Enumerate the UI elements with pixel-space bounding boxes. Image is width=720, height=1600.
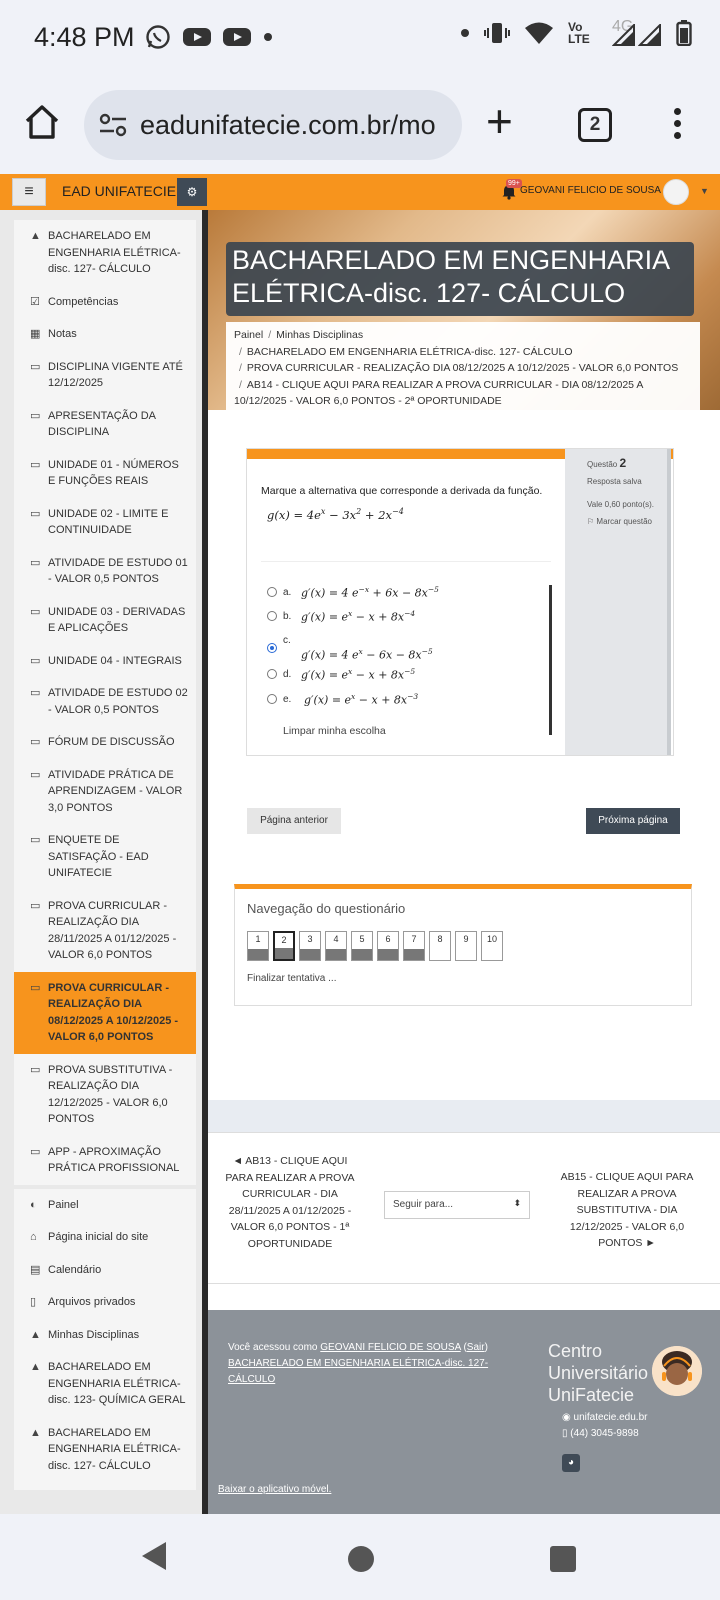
- folder-icon: ▭: [30, 736, 41, 748]
- site-brand[interactable]: EAD UNIFATECIE: [62, 183, 177, 199]
- folder-icon: ▭: [30, 1145, 41, 1158]
- folder-icon: ▭: [30, 360, 41, 373]
- sidebar-item[interactable]: [14, 286, 196, 319]
- breadcrumb-item[interactable]: Minhas Disciplinas: [276, 329, 364, 341]
- site-navbar: [0, 174, 720, 210]
- sidebar-item[interactable]: [14, 1286, 196, 1319]
- sidebar-item[interactable]: [14, 677, 196, 726]
- sidebar-item[interactable]: [14, 1351, 196, 1417]
- quiz-page-button[interactable]: 6: [377, 931, 399, 961]
- breadcrumb-item[interactable]: PROVA CURRICULAR - REALIZAÇÃO DIA 08/12/2025 A 10/12/2025 - VALOR 6,0 PONTOS: [246, 362, 679, 374]
- vibrate-icon: [484, 21, 510, 45]
- jump-to-select[interactable]: Seguir para... ⬍: [384, 1191, 530, 1219]
- sidebar-item[interactable]: [14, 547, 196, 596]
- answer-option-c[interactable]: c. g′(x) = 4 $e^x - 6x - 8x^{-5}$: [267, 635, 433, 662]
- breadcrumb-item[interactable]: BACHARELADO EM ENGENHARIA ELÉTRICA-disc. 127- CÁLCULO: [246, 345, 573, 358]
- sidebar-item[interactable]: [14, 972, 196, 1054]
- battery-icon: [676, 20, 692, 46]
- quiz-page-buttons: [247, 931, 503, 961]
- home-icon: ⌂: [30, 1231, 37, 1243]
- clock: 4:48 PM: [34, 22, 135, 52]
- sidebar-item-label: APRESENTAÇÃO DA DISCIPLINA: [48, 409, 156, 438]
- sidebar-item[interactable]: [14, 596, 196, 645]
- sidebar-item-label: UNIDADE 03 - DERIVADAS E APLICAÇÕES: [48, 605, 186, 634]
- home-button[interactable]: [348, 1546, 374, 1572]
- quiz-page-button[interactable]: 2: [273, 931, 295, 961]
- sidebar-item-label: ENQUETE DE SATISFAÇÃO - EAD UNIFATECIE: [48, 834, 149, 879]
- previous-page-button[interactable]: Página anterior: [247, 808, 341, 834]
- sidebar-item[interactable]: [14, 1254, 196, 1287]
- sidebar-item-label: APP - APROXIMAÇÃO PRÁTICA PROFISSIONAL: [48, 1145, 180, 1174]
- finish-attempt-link[interactable]: Finalizar tentativa ...: [247, 973, 337, 984]
- cogs-icon[interactable]: ⚙: [177, 178, 207, 206]
- radio-button-selected[interactable]: [267, 643, 277, 653]
- folder-icon: ▭: [30, 834, 41, 846]
- select-arrows-icon: ⬍: [513, 1198, 521, 1208]
- radio-button[interactable]: [267, 669, 277, 679]
- folder-icon: ▭: [30, 768, 41, 781]
- previous-activity-link[interactable]: ◄ AB13 - CLIQUE AQUI PARA REALIZAR A PROVA CURRICULAR - DIA 28/11/2025 A 01/12/2025 - VALOR 6,0 PONTOS - 1ª OPORTUNIDADE: [225, 1155, 355, 1250]
- wifi-icon: [524, 21, 554, 45]
- breadcrumb: Painel / Minhas Disciplinas / BACHARELADO EM ENGENHARIA ELÉTRICA-disc. 127- CÁLCULO / PROVA CURRICULAR - REALIZAÇÃO DIA 08/12/2025 A 10/12/2025 - VALOR 6,0 PONTOS / AB14 - CLIQUE AQUI PARA REALIZAR A PROVA CURRICULAR - DIA 08/12/2025 A 10/12/2025 - VALOR 6,0 PONTOS - 2ª OPORTUNIDADE: [226, 322, 700, 415]
- url-text[interactable]: eadunifatecie.com.br/mo: [140, 109, 436, 140]
- chat-assistant-avatar[interactable]: [652, 1346, 702, 1396]
- sidebar-item-label: PROVA CURRICULAR - REALIZAÇÃO DIA 08/12/2025 A 10/12/2025 - VALOR 6,0 PONTOS: [48, 981, 179, 1043]
- flag-icon: ⚐: [587, 517, 595, 526]
- avatar[interactable]: [663, 179, 689, 205]
- quiz-page-button[interactable]: 4: [325, 931, 347, 961]
- quiz-page-button[interactable]: 5: [351, 931, 373, 961]
- quiz-page-button[interactable]: 3: [299, 931, 321, 961]
- scrollbar[interactable]: [549, 585, 552, 735]
- sidebar-item-label: ATIVIDADE DE ESTUDO 01 - VALOR 0,5 PONTOS: [48, 556, 188, 585]
- sidebar-item[interactable]: [14, 318, 196, 351]
- sidebar-item[interactable]: [14, 824, 196, 890]
- flag-question[interactable]: ⚐ Marcar questão: [587, 517, 652, 526]
- android-navigation-bar: [0, 1514, 720, 1600]
- question-number: 2: [619, 456, 627, 470]
- folder-icon: ▭: [30, 458, 41, 471]
- table-icon: ▦: [30, 328, 41, 340]
- sidebar-item[interactable]: [14, 498, 196, 547]
- sidebar-item-label: Minhas Disciplinas: [48, 1328, 140, 1341]
- status-bar: [0, 0, 720, 78]
- quiz-page-button[interactable]: 10: [481, 931, 503, 961]
- signal-icon: [612, 24, 636, 46]
- site-nav-block: [14, 1185, 196, 1491]
- quiz-page-button[interactable]: 1: [247, 931, 269, 961]
- question-grade: Vale 0,60 ponto(s).: [587, 500, 655, 509]
- sidebar-item-label: PROVA SUBSTITUTIVA - REALIZAÇÃO DIA 12/12/2025 - VALOR 6,0 PONTOS: [48, 1063, 173, 1125]
- sidebar-item[interactable]: [14, 1319, 196, 1352]
- quiz-page-button[interactable]: 7: [403, 931, 425, 961]
- sidebar-item[interactable]: [14, 759, 196, 825]
- checkbox-icon: ☑: [30, 295, 40, 308]
- graduation-cap-icon: ▲: [30, 1426, 41, 1439]
- sidebar-item[interactable]: [14, 1136, 196, 1185]
- globe-icon[interactable]: ◕: [562, 1454, 580, 1472]
- sidebar-item-label: ATIVIDADE DE ESTUDO 02 - VALOR 0,5 PONTOS: [48, 687, 188, 716]
- back-icon[interactable]: [140, 1540, 168, 1572]
- tab-switcher-button[interactable]: 2: [578, 108, 612, 142]
- file-icon: ▯: [30, 1296, 37, 1308]
- browser-menu-icon[interactable]: [674, 108, 682, 144]
- sidebar-item-label: UNIDADE 04 - INTEGRAIS: [48, 654, 182, 667]
- activity-navigation: [208, 1132, 720, 1284]
- sidebar-item-label: Página inicial do site: [48, 1231, 149, 1243]
- phone-icon: ▯: [562, 1428, 568, 1439]
- radio-button[interactable]: [267, 611, 277, 621]
- graduation-cap-icon: ▲: [30, 1361, 41, 1373]
- sidebar-item-label: UNIDADE 01 - NÚMEROS E FUNÇÕES REAIS: [48, 458, 179, 487]
- sidebar-item[interactable]: [14, 449, 196, 498]
- quiz-page-button[interactable]: 8: [429, 931, 451, 961]
- drawer-toggle-button[interactable]: ≡: [12, 178, 46, 206]
- dot-icon: [263, 32, 273, 42]
- sidebar-item[interactable]: [14, 645, 196, 678]
- sidebar-item[interactable]: [14, 726, 196, 759]
- site-settings-icon[interactable]: [98, 110, 128, 140]
- sidebar-item[interactable]: [14, 1221, 196, 1254]
- next-activity-link[interactable]: AB15 - CLIQUE AQUI PARA REALIZAR A PROVA SUBSTITUTIVA - DIA 12/12/2025 - VALOR 6,0 PONTOS ►: [560, 1171, 694, 1249]
- quiz-navigation-title: Navegação do questionário: [247, 901, 406, 916]
- folder-icon: ▭: [30, 556, 41, 569]
- sidebar-item-label: Competências: [48, 295, 119, 308]
- next-page-button[interactable]: Próxima página: [586, 808, 680, 834]
- footer-brand: Centro Universitário UniFatecie: [548, 1341, 649, 1405]
- breadcrumb-item[interactable]: Painel: [234, 329, 264, 341]
- sidebar-item-label: UNIDADE 02 - LIMITE E CONTINUIDADE: [48, 507, 169, 536]
- question-text: Marque a alternativa que corresponde a derivada da função.: [261, 485, 543, 497]
- sidebar-item[interactable]: [14, 890, 196, 972]
- graduation-cap-icon: ▲: [30, 230, 41, 242]
- sidebar-item[interactable]: [14, 1189, 196, 1222]
- dashboard-icon: ◐: [30, 1198, 37, 1211]
- sidebar-item-label: ATIVIDADE PRÁTICA DE APRENDIZAGEM - VALOR 3,0 PONTOS: [48, 768, 183, 814]
- folder-icon: ▭: [30, 507, 41, 520]
- youtube-icon: [183, 26, 211, 48]
- sidebar-item-label: PROVA CURRICULAR - REALIZAÇÃO DIA 28/11/2025 A 01/12/2025 - VALOR 6,0 PONTOS: [48, 899, 177, 961]
- volte-indicator: Vo LTE: [568, 20, 590, 46]
- notification-icons: [145, 24, 273, 50]
- signal-icon: [638, 24, 662, 46]
- breadcrumb-item[interactable]: AB14 - CLIQUE AQUI PARA REALIZAR A PROVA CURRICULAR - DIA 08/12/2025 A 10/12/2025 - VALOR 6,0 PONTOS - 2ª OPORTUNIDADE: [234, 378, 643, 407]
- answer-option-a[interactable]: a. g′(x) = 4 $e^{-x} + 6x - 8x^{-5}$: [267, 585, 439, 600]
- folder-icon: ▭: [30, 1063, 41, 1076]
- answer-option-b[interactable]: b. $g'(x) = e^x - x + 8x^{-4}$: [267, 609, 415, 624]
- page-header-banner: [208, 210, 720, 410]
- folder-icon: ▭: [30, 409, 41, 422]
- dot-icon: [460, 28, 470, 38]
- sidebar-item[interactable]: [14, 351, 196, 400]
- browser-toolbar: [0, 78, 720, 174]
- sidebar-item-label: Painel: [48, 1198, 79, 1211]
- folder-icon: ▭: [30, 654, 41, 667]
- sidebar-item-label: BACHARELADO EM ENGENHARIA ELÉTRICA-disc. 127- CÁLCULO: [48, 230, 181, 275]
- sidebar-item-label: DISCIPLINA VIGENTE ATÉ 12/12/2025: [48, 360, 183, 389]
- calendar-icon: ▤: [30, 1263, 41, 1276]
- system-icons: [460, 20, 692, 46]
- sidebar-item-label: BACHARELADO EM ENGENHARIA ELÉTRICA-disc. 127- CÁLCULO: [48, 1426, 181, 1472]
- login-info: Você acessou como GEOVANI FELICIO DE SOUSA (Sair) BACHARELADO EM ENGENHARIA ELÉTRICA-disc. 127- CÁLCULO: [228, 1342, 489, 1385]
- whatsapp-icon: [145, 24, 171, 50]
- globe-icon: ◉: [562, 1412, 571, 1423]
- course-link[interactable]: BACHARELADO EM ENGENHARIA ELÉTRICA-disc. 127- CÁLCULO: [228, 1358, 489, 1385]
- chevron-down-icon[interactable]: ▼: [700, 186, 709, 196]
- recent-apps-button[interactable]: [550, 1546, 576, 1572]
- url-bar[interactable]: [84, 90, 462, 160]
- new-tab-button[interactable]: +: [486, 95, 513, 147]
- home-icon[interactable]: [22, 102, 62, 142]
- folder-icon: ▭: [30, 899, 41, 912]
- sidebar-item[interactable]: [14, 1054, 196, 1136]
- youtube-icon: [223, 26, 251, 48]
- quiz-navigation: [234, 884, 692, 1006]
- logout-link[interactable]: Sair: [466, 1342, 485, 1353]
- answer-option-e[interactable]: e. $g'(x) = e^x - x + 8x^{-3}$: [267, 692, 418, 707]
- sidebar-item[interactable]: [14, 1417, 196, 1483]
- sidebar-item-label: Calendário: [48, 1263, 102, 1276]
- footer-site[interactable]: ◉ unifatecie.edu.br: [562, 1412, 648, 1423]
- question-info: Questão 2 Resposta salva Vale 0,60 ponto(s). ⚐ Marcar questão: [565, 449, 671, 755]
- sidebar-item-label: BACHARELADO EM ENGENHARIA ELÉTRICA-disc. 123- QUÍMICA GERAL: [48, 1361, 186, 1406]
- question-formula: $g(x) = 4e^x - 3x^2 + 2x^{-4}$: [267, 507, 404, 522]
- radio-button[interactable]: [267, 694, 277, 704]
- footer-phone: ▯ (44) 3045-9898: [562, 1428, 639, 1439]
- radio-button[interactable]: [267, 587, 277, 597]
- mobile-app-link[interactable]: Baixar o aplicativo móvel.: [218, 1484, 332, 1495]
- user-name[interactable]: GEOVANI FELICIO DE SOUSA: [520, 185, 661, 196]
- sidebar-item-label: Notas: [48, 328, 77, 340]
- question-card: [246, 448, 674, 756]
- notification-badge: 99+: [508, 180, 520, 187]
- sidebar-item[interactable]: [14, 220, 196, 286]
- page-title: BACHARELADO EM ENGENHARIA ELÉTRICA-disc. 127- CÁLCULO: [226, 242, 694, 316]
- sidebar-item-label: Arquivos privados: [48, 1296, 136, 1308]
- quiz-page-button[interactable]: 9: [455, 931, 477, 961]
- sidebar-item[interactable]: [14, 400, 196, 449]
- graduation-cap-icon: ▲: [30, 1328, 41, 1341]
- folder-icon: ▭: [30, 687, 41, 699]
- signal-group: 4G: [612, 20, 662, 46]
- page-footer: [208, 1310, 720, 1514]
- clear-choice-link[interactable]: Limpar minha escolha: [283, 725, 386, 737]
- question-state: Resposta salva: [587, 477, 642, 486]
- answer-option-d[interactable]: d. $g'(x) = e^x - x + 8x^{-5}$: [267, 667, 415, 682]
- course-nav-block: [14, 220, 196, 1185]
- folder-icon: ▭: [30, 605, 41, 618]
- nav-drawer: [0, 210, 208, 1514]
- user-profile-link[interactable]: GEOVANI FELICIO DE SOUSA: [320, 1342, 461, 1353]
- folder-icon: ▭: [30, 981, 41, 994]
- sidebar-item-label: FÓRUM DE DISCUSSÃO: [48, 736, 175, 748]
- main-content: [208, 210, 720, 1514]
